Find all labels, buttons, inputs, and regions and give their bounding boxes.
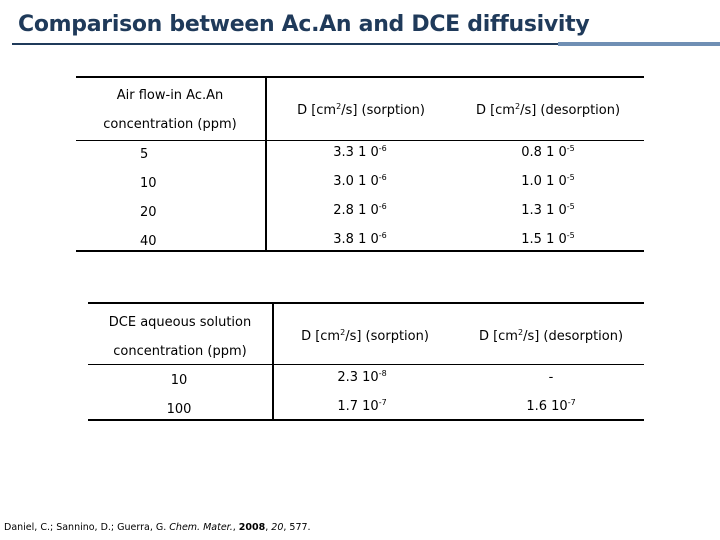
table1-conc: 40 [140, 234, 157, 249]
table1-sorption-value: 3.3 1 $0^{-6}$ [333, 144, 387, 160]
table1-header-desorption: D $[cm^2/s]$ (desorption) [475, 102, 621, 118]
table2-column-divider [272, 302, 274, 419]
table2-conc: 10 [170, 373, 188, 388]
table2-desorption-value: - [548, 370, 554, 385]
citation: Daniel, C.; Sannino, D.; Guerra, G. Chem. Mater., 2008, 20, 577. [4, 522, 311, 533]
table2-sorption-value: 2.3 $10^{-8}$ [337, 369, 387, 385]
table1-bottom-rule [76, 250, 644, 252]
table1-sorption-value: 3.8 1 $0^{-6}$ [333, 231, 387, 247]
table1-conc: 20 [140, 205, 157, 220]
table1-header-rule [76, 140, 644, 141]
table1-desorption-value: 0.8 1 $0^{-5}$ [521, 144, 575, 160]
table2-conc: 100 [166, 402, 192, 417]
table1-sorption-value: 3.0 1 $0^{-6}$ [333, 173, 387, 189]
table2-header-sorption: D $[cm^2/s]$ (sorption) [301, 328, 429, 344]
table2-header-concentration-line1: DCE aqueous solution [108, 315, 252, 330]
table1-header-concentration-line2: concentration (ppm) [103, 117, 237, 132]
table2-sorption-value: 1.7 $10^{-7}$ [337, 398, 387, 414]
slide-title: Comparison between Ac.An and DCE diffusivity [18, 12, 590, 37]
table2-bottom-rule [88, 419, 644, 421]
table2-header-concentration-line2: concentration (ppm) [113, 344, 247, 359]
table1-desorption-value: 1.3 1 $0^{-5}$ [521, 202, 575, 218]
table1-sorption-value: 2.8 1 $0^{-6}$ [333, 202, 387, 218]
table1-conc: 10 [140, 176, 157, 191]
table1-top-rule [76, 76, 644, 78]
table1-header-sorption: D $[cm^2/s]$ (sorption) [297, 102, 425, 118]
table2-header-desorption: D $[cm^2/s]$ (desorption) [478, 328, 624, 344]
table1-header-concentration-line1: Air flow-in Ac.An [116, 88, 224, 103]
table2-header-rule [88, 364, 644, 365]
table2-top-rule [88, 302, 644, 304]
table1-column-divider [265, 76, 267, 250]
table1-desorption-value: 1.0 1 $0^{-5}$ [521, 173, 575, 189]
title-underline-accent [558, 42, 720, 46]
table2-desorption-value: 1.6 $10^{-7}$ [526, 398, 576, 414]
table1-conc: 5 [140, 147, 149, 162]
table1-desorption-value: 1.5 1 $0^{-5}$ [521, 231, 575, 247]
